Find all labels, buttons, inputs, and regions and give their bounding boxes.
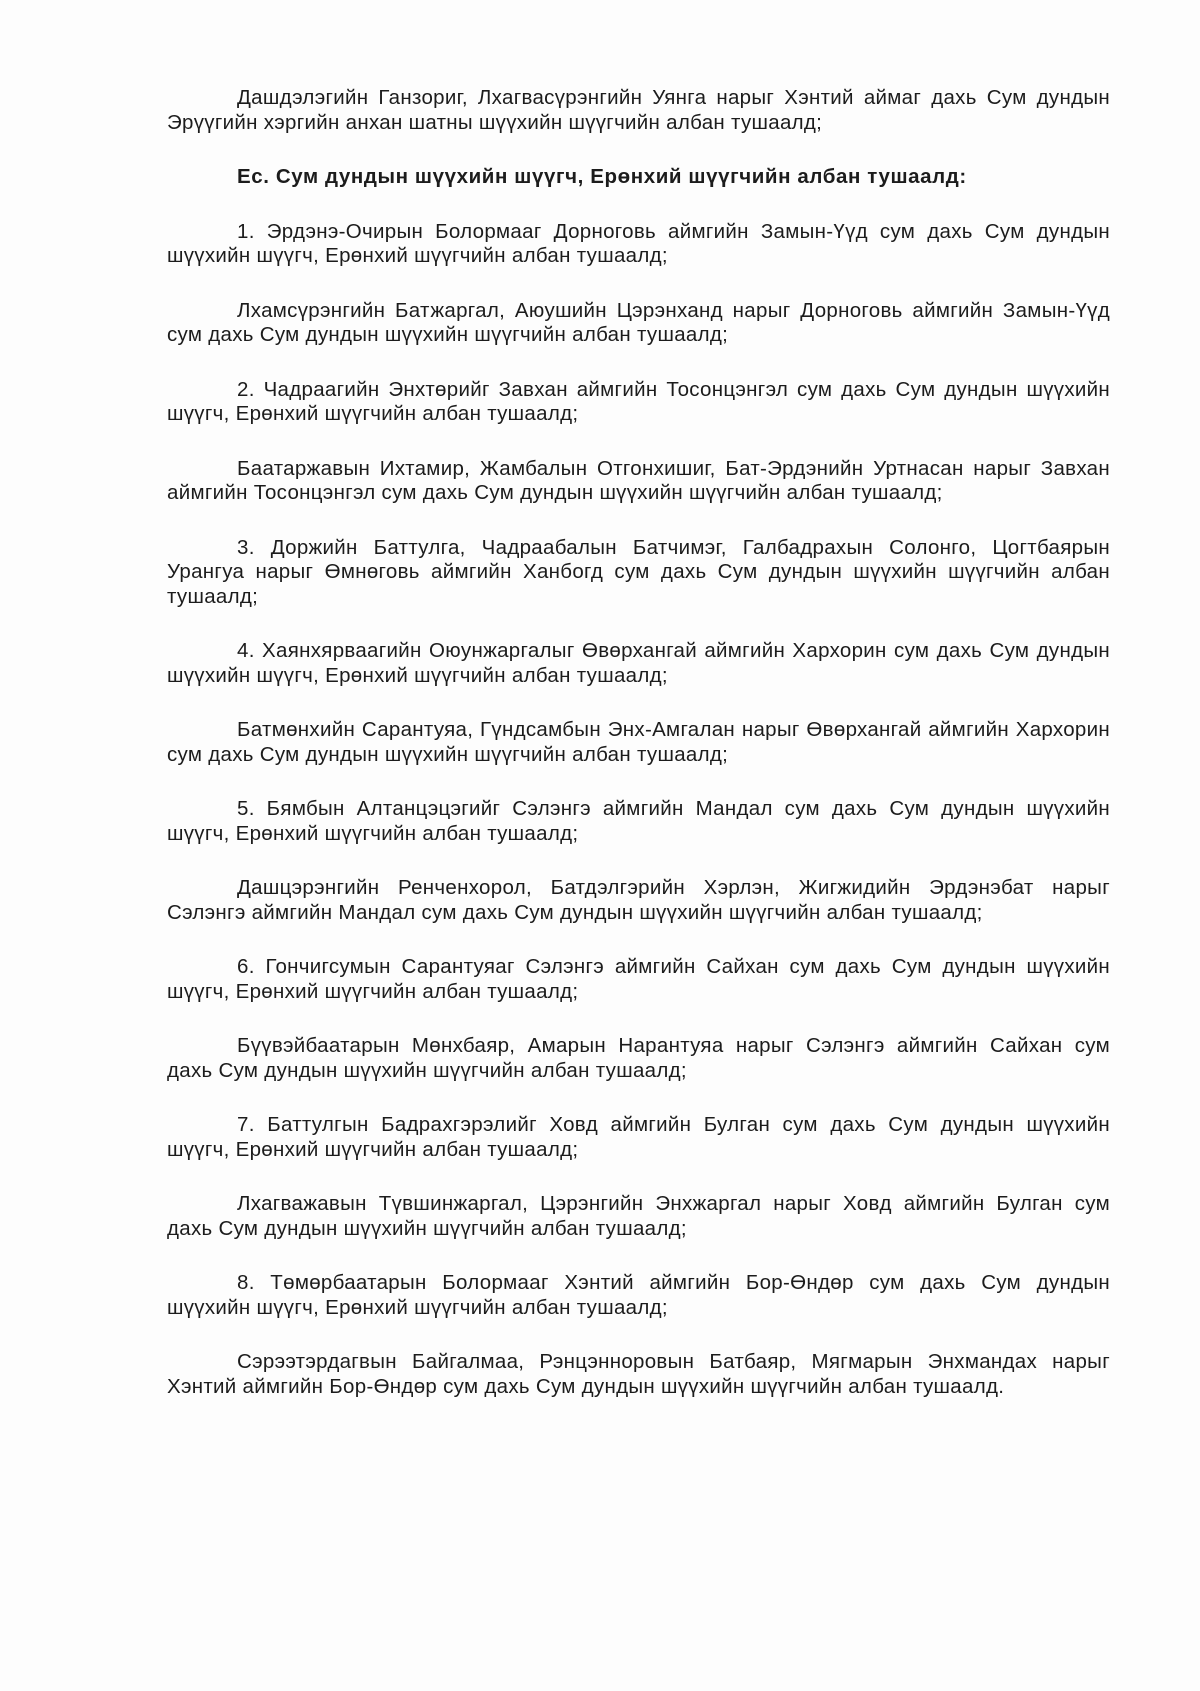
appointment-paragraph-5: 5. Бямбын Алтанцэцэгийг Сэлэнгэ аймгийн Мандал сум дахь Сум дундын шүүхийн шүүгч, Ерөнхий шүүгчийн албан тушаалд; [167,797,1110,845]
section-heading: Ес. Сум дундын шүүхийн шүүгч, Ерөнхий шүүгчийн албан тушаалд: [237,165,967,188]
appointment-paragraph-4: 4. Хаянхярваагийн Оюунжаргалыг Өвөрхангай аймгийн Хархорин сум дахь Сум дундын шүүхийн шүүгч, Ерөнхий шүүгчийн албан тушаалд; [167,639,1110,687]
appointment-paragraph-8-judges: Сэрээтэрдагвын Байгалмаа, Рэнцэнноровын Батбаяр, Мягмарын Энхмандах нарыг Хэнтий аймгийн Бор-Өндөр сум дахь Сум дундын шүүхийн шүүгчийн албан тушаалд. [167,1350,1110,1398]
appointment-paragraph-6-judges: Бүүвэйбаатарын Мөнхбаяр, Амарын Нарантуяа нарыг Сэлэнгэ аймгийн Сайхан сум дахь Сум дундын шүүхийн шүүгчийн албан тушаалд; [167,1034,1110,1082]
appointment-paragraph-8: 8. Төмөрбаатарын Болормааг Хэнтий аймгийн Бор-Өндөр сум дахь Сум дундын шүүхийн шүүгч, Ерөнхий шүүгчийн албан тушаалд; [167,1271,1110,1319]
document-body [167,86,1110,1399]
appointment-paragraph-7: 7. Баттулгын Бадрахгэрэлийг Ховд аймгийн Булган сум дахь Сум дундын шүүхийн шүүгч, Ерөнхий шүүгчийн албан тушаалд; [167,1113,1110,1161]
appointment-paragraph-7-judges: Лхагважавын Түвшинжаргал, Цэрэнгийн Энхжаргал нарыг Ховд аймгийн Булган сум дахь Сум дундын шүүхийн шүүгчийн албан тушаалд; [167,1192,1110,1240]
appointment-paragraph-2: 2. Чадраагийн Энхтөрийг Завхан аймгийн Тосонцэнгэл сум дахь Сум дундын шүүхийн шүүгч, Ерөнхий шүүгчийн албан тушаалд; [167,377,1110,425]
appointment-paragraph-6: 6. Гончигсумын Сарантуяаг Сэлэнгэ аймгийн Сайхан сум дахь Сум дундын шүүхийн шүүгч, Ерөнхий шүүгчийн албан тушаалд; [167,955,1110,1003]
appointment-paragraph-5-judges: Дашцэрэнгийн Ренченхорол, Батдэлгэрийн Хэрлэн, Жигжидийн Эрдэнэбат нарыг Сэлэнгэ аймгийн Мандал сум дахь Сум дундын шүүхийн шүүгчийн албан тушаалд; [167,876,1110,924]
appointment-paragraph-2-judges: Баатаржавын Ихтамир, Жамбалын Отгонхишиг, Бат-Эрдэнийн Уртнасан нарыг Завхан аймгийн Тосонцэнгэл сум дахь Сум дундын шүүхийн шүүгчийн албан тушаалд; [167,456,1110,504]
appointment-paragraph-3: 3. Доржийн Баттулга, Чадраабалын Батчимэг, Галбадрахын Солонго, Цогтбаярын Урангуа нарыг Өмнөговь аймгийн Ханбогд сум дахь Сум дундын шүүхийн шүүгчийн албан тушаалд; [167,535,1110,608]
appointment-paragraph-1-judges: Лхамсүрэнгийн Батжаргал, Аюушийн Цэрэнханд нарыг Дорноговь аймгийн Замын-Үүд сум дахь Сум дундын шүүхийн шүүгчийн албан тушаалд; [167,298,1110,346]
appointment-paragraph-1: 1. Эрдэнэ-Очирын Болормааг Дорноговь аймгийн Замын-Үүд сум дахь Сум дундын шүүхийн шүүгч, Ерөнхий шүүгчийн албан тушаалд; [167,219,1110,267]
intro-paragraph: Дашдэлэгийн Ганзориг, Лхагвасүрэнгийн Уянга нарыг Хэнтий аймаг дахь Сум дундын Эрүүгийн хэргийн анхан шатны шүүхийн шүүгчийн албан тушаалд; [167,86,1110,134]
appointment-paragraph-4-judges: Батмөнхийн Сарантуяа, Гүндсамбын Энх-Амгалан нарыг Өвөрхангай аймгийн Хархорин сум дахь Сум дундын шүүхийн шүүгчийн албан тушаалд; [167,718,1110,766]
